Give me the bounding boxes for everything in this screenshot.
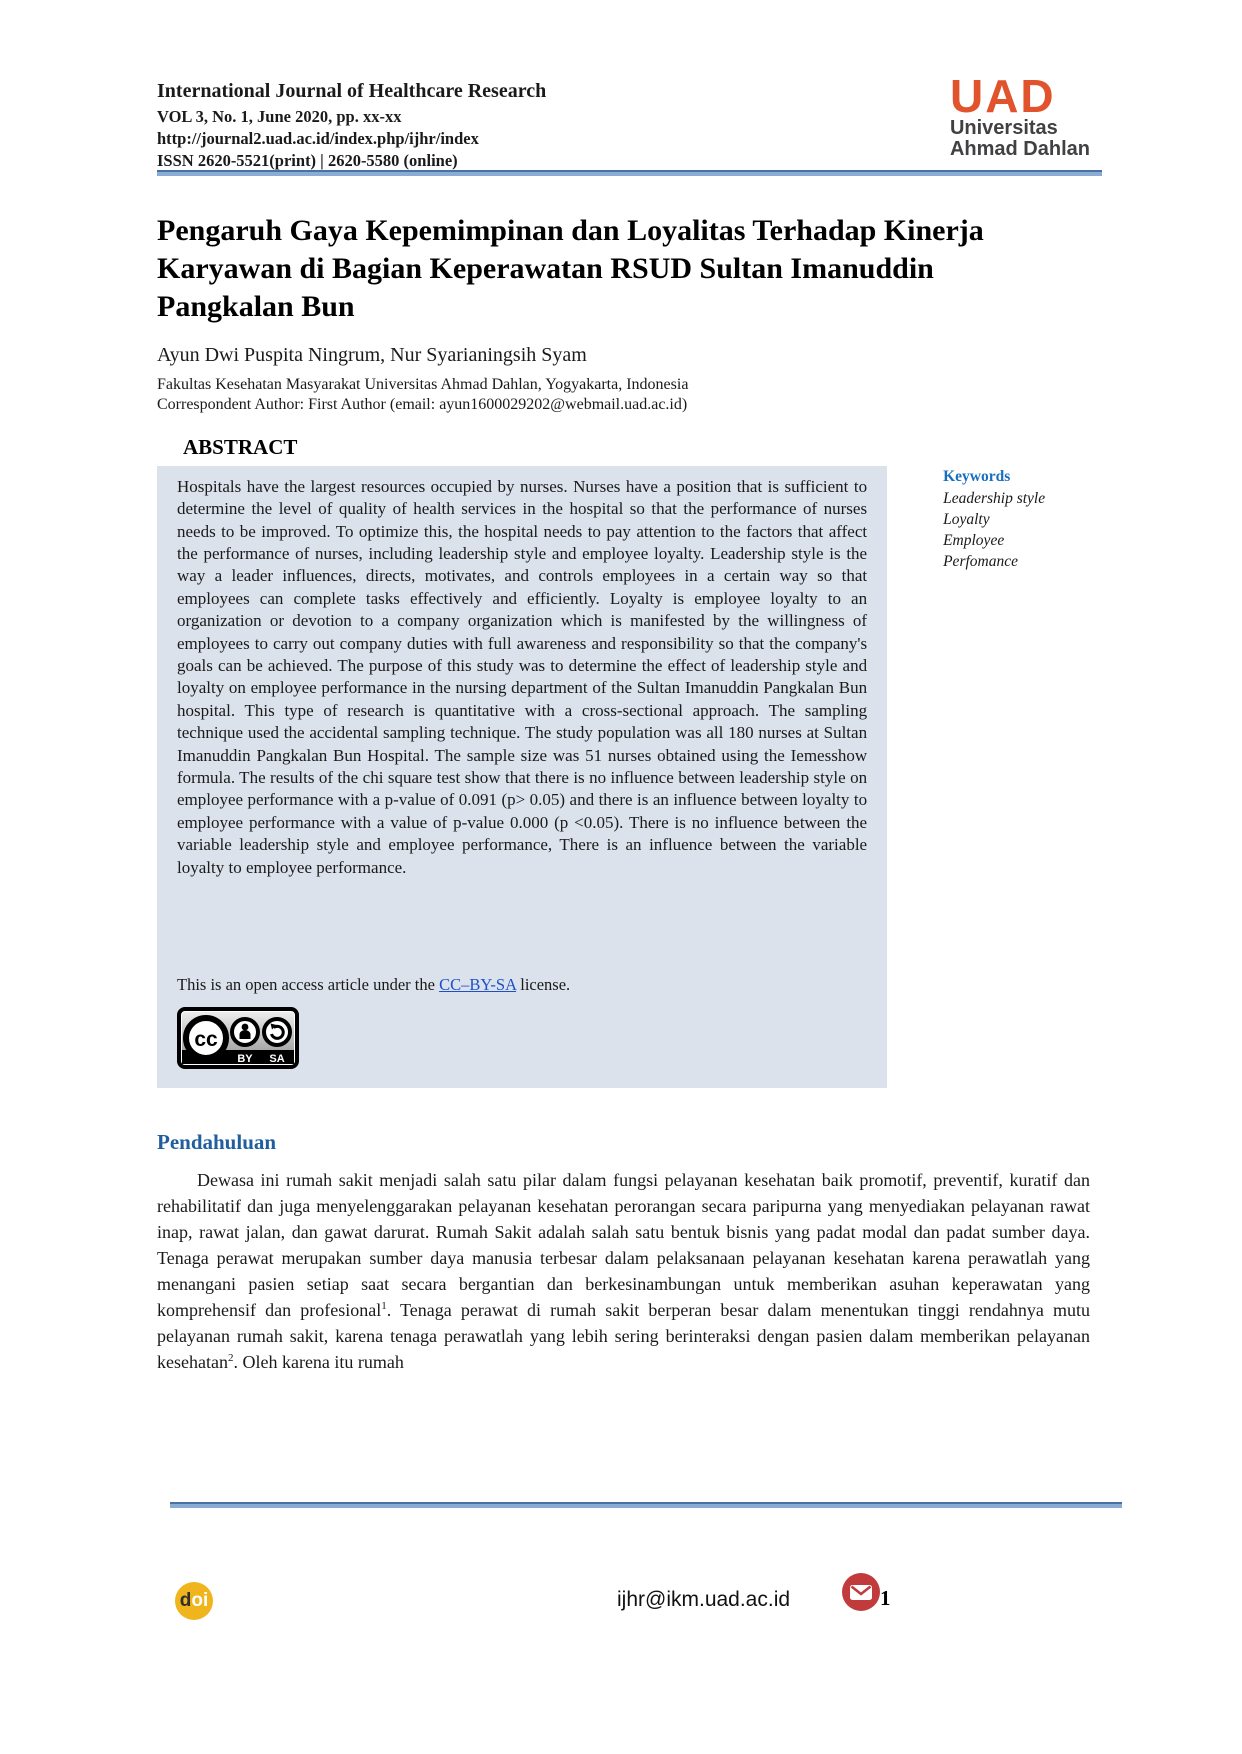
cc-badge-sa-label: SA [269,1053,285,1065]
intro-text-part: Dewasa ini rumah sakit menjadi salah satu pilar dalam fungsi pelayanan kesehatan baik promotif, preventif, kuratif dan rehabilitatif dan juga menyelenggarakan pelayanan kesehatan perorangan secara paripurna yang menyediakan pelayanan rawat inap, rawat jalan, dan gawat darurat. Rumah Sakit adalah salah satu bentuk bisnis yang padat modal dan padat sumber daya. Tenaga perawat merupakan sumber daya manusia terbesar dalam pelaksanaan pelayanan kesehatan karena perawatlah yang menangani pasien setiap saat secara bergantian dan berkesinambungan untuk memberikan asuhan keperawatan yang komprehensif dan profesional [157,1170,1090,1320]
citation-superscript: 2 [227,1352,234,1364]
svg-text:cc: cc [194,1028,218,1051]
footer-divider [170,1502,1122,1508]
journal-header [157,70,1092,172]
license-line [177,975,867,995]
abstract-heading: ABSTRACT [183,434,298,459]
keyword-item: Perfomance [943,552,1018,570]
affiliation-block [157,375,1092,415]
keywords-panel [943,466,1092,572]
abstract-section [157,435,1092,1088]
journal-issn: ISSN 2620-5521(print) | 2620-5580 (online) [157,150,458,170]
affiliation-line: Fakultas Kesehatan Masyarakat Universitas Ahmad Dahlan, Yogyakarta, Indonesia [157,375,689,393]
abstract-box [157,466,887,1088]
keyword-item: Loyalty [943,510,990,528]
cc-badge-by-label: BY [237,1053,253,1065]
journal-url: http://journal2.uad.ac.id/index.php/ijhr/index [157,129,479,149]
intro-text-part: . Tenaga perawat di rumah sakit berperan besar dalam menentukan tinggi rendahnya mutu pelayanan rumah sakit, karena tenaga perawatlah yang lebih sering berinteraksi dengan pasien dalam memberikan pelayanan kesehatan [157,1300,1091,1372]
uad-logo-acronym: UAD [949,70,1056,122]
keyword-item: Employee [943,531,1005,549]
page-title: Pengaruh Gaya Kepemimpinan dan Loyalitas Terhadap Kinerja Karyawan di Bagian Keperawatan RSUD Sultan Imanuddin Pangkalan Bun [157,213,984,323]
footer-email: ijhr@ikm.uad.ac.id [617,1588,791,1611]
doi-label-oi: oi [191,1590,209,1611]
license-suffix: license. [516,975,571,994]
uad-logo-line2: Ahmad Dahlan [949,138,1090,160]
authors-line: Ayun Dwi Puspita Ningrum, Nur Syarianingsih Syam [157,343,587,366]
email-icon[interactable] [842,1573,880,1611]
journal-name: International Journal of Healthcare Research [157,80,547,102]
keywords-heading: Keywords [943,467,1011,485]
citation-superscript: 1 [381,1300,387,1312]
doi-icon[interactable] [175,1582,213,1620]
journal-volume-line: VOL 3, No. 1, June 2020, pp. xx-xx [157,107,402,127]
page-number: 1 [880,1586,891,1610]
cc-by-sa-badge-icon [177,1007,299,1069]
keyword-item: Leadership style [943,489,1046,507]
journal-info [157,78,546,172]
uad-logo-line1: Universitas [949,117,1058,139]
abstract-text: Hospitals have the largest resources occupied by nurses. Nurses have a position that is sufficient to determine the level of quality of health services in the hospital so that the performance of nurses needs to be improved. To optimize this, the hospital needs to pay attention to the factors that affect the performance of nurses, including leadership style and employee loyalty. Leadership style is the way a leader influences, directs, motivates, and controls employees in a certain way so that employees can complete tasks effectively and efficiently. Loyalty is employee loyalty to an organization or devotion to a company organization which is manifested by the willingness of employees to carry out company duties with full awareness and responsibility so that the company's goals can be achieved. The purpose of this study was to determine the effect of leadership style and loyalty on employee performance in the nursing department of the Sultan Imanuddin Pangkalan Bun hospital. This type of research is quantitative with a cross-sectional approach. The sampling technique used the accidental sampling technique. The study population was all 180 nurses at Sultan Imanuddin Pangkalan Bun Hospital. The sample size was 51 nurses obtained using the Iemesshow formula. The results of the chi square test show that there is no influence between leadership style on employee performance with a p-value of 0.091 (p> 0.05) and there is an influence between loyalty to employee performance with a value of p-value 0.000 (p <0.05). There is no influence between the variable leadership style and employee performance, There is an influence between the variable loyalty to employee performance. [177,476,868,877]
intro-text-part: . Oleh karena itu rumah [233,1352,404,1372]
doi-label-d: d [179,1590,192,1611]
correspondence-line: Correspondent Author: First Author (email: ayun1600029202@webmail.uad.ac.id) [157,395,688,413]
section-heading-pendahuluan: Pendahuluan [157,1130,277,1154]
license-prefix: This is an open access article under the [177,975,440,994]
introduction-paragraph [157,1167,1090,1375]
uad-logo [949,70,1092,160]
cc-by-sa-link[interactable]: CC–BY-SA [439,975,517,994]
